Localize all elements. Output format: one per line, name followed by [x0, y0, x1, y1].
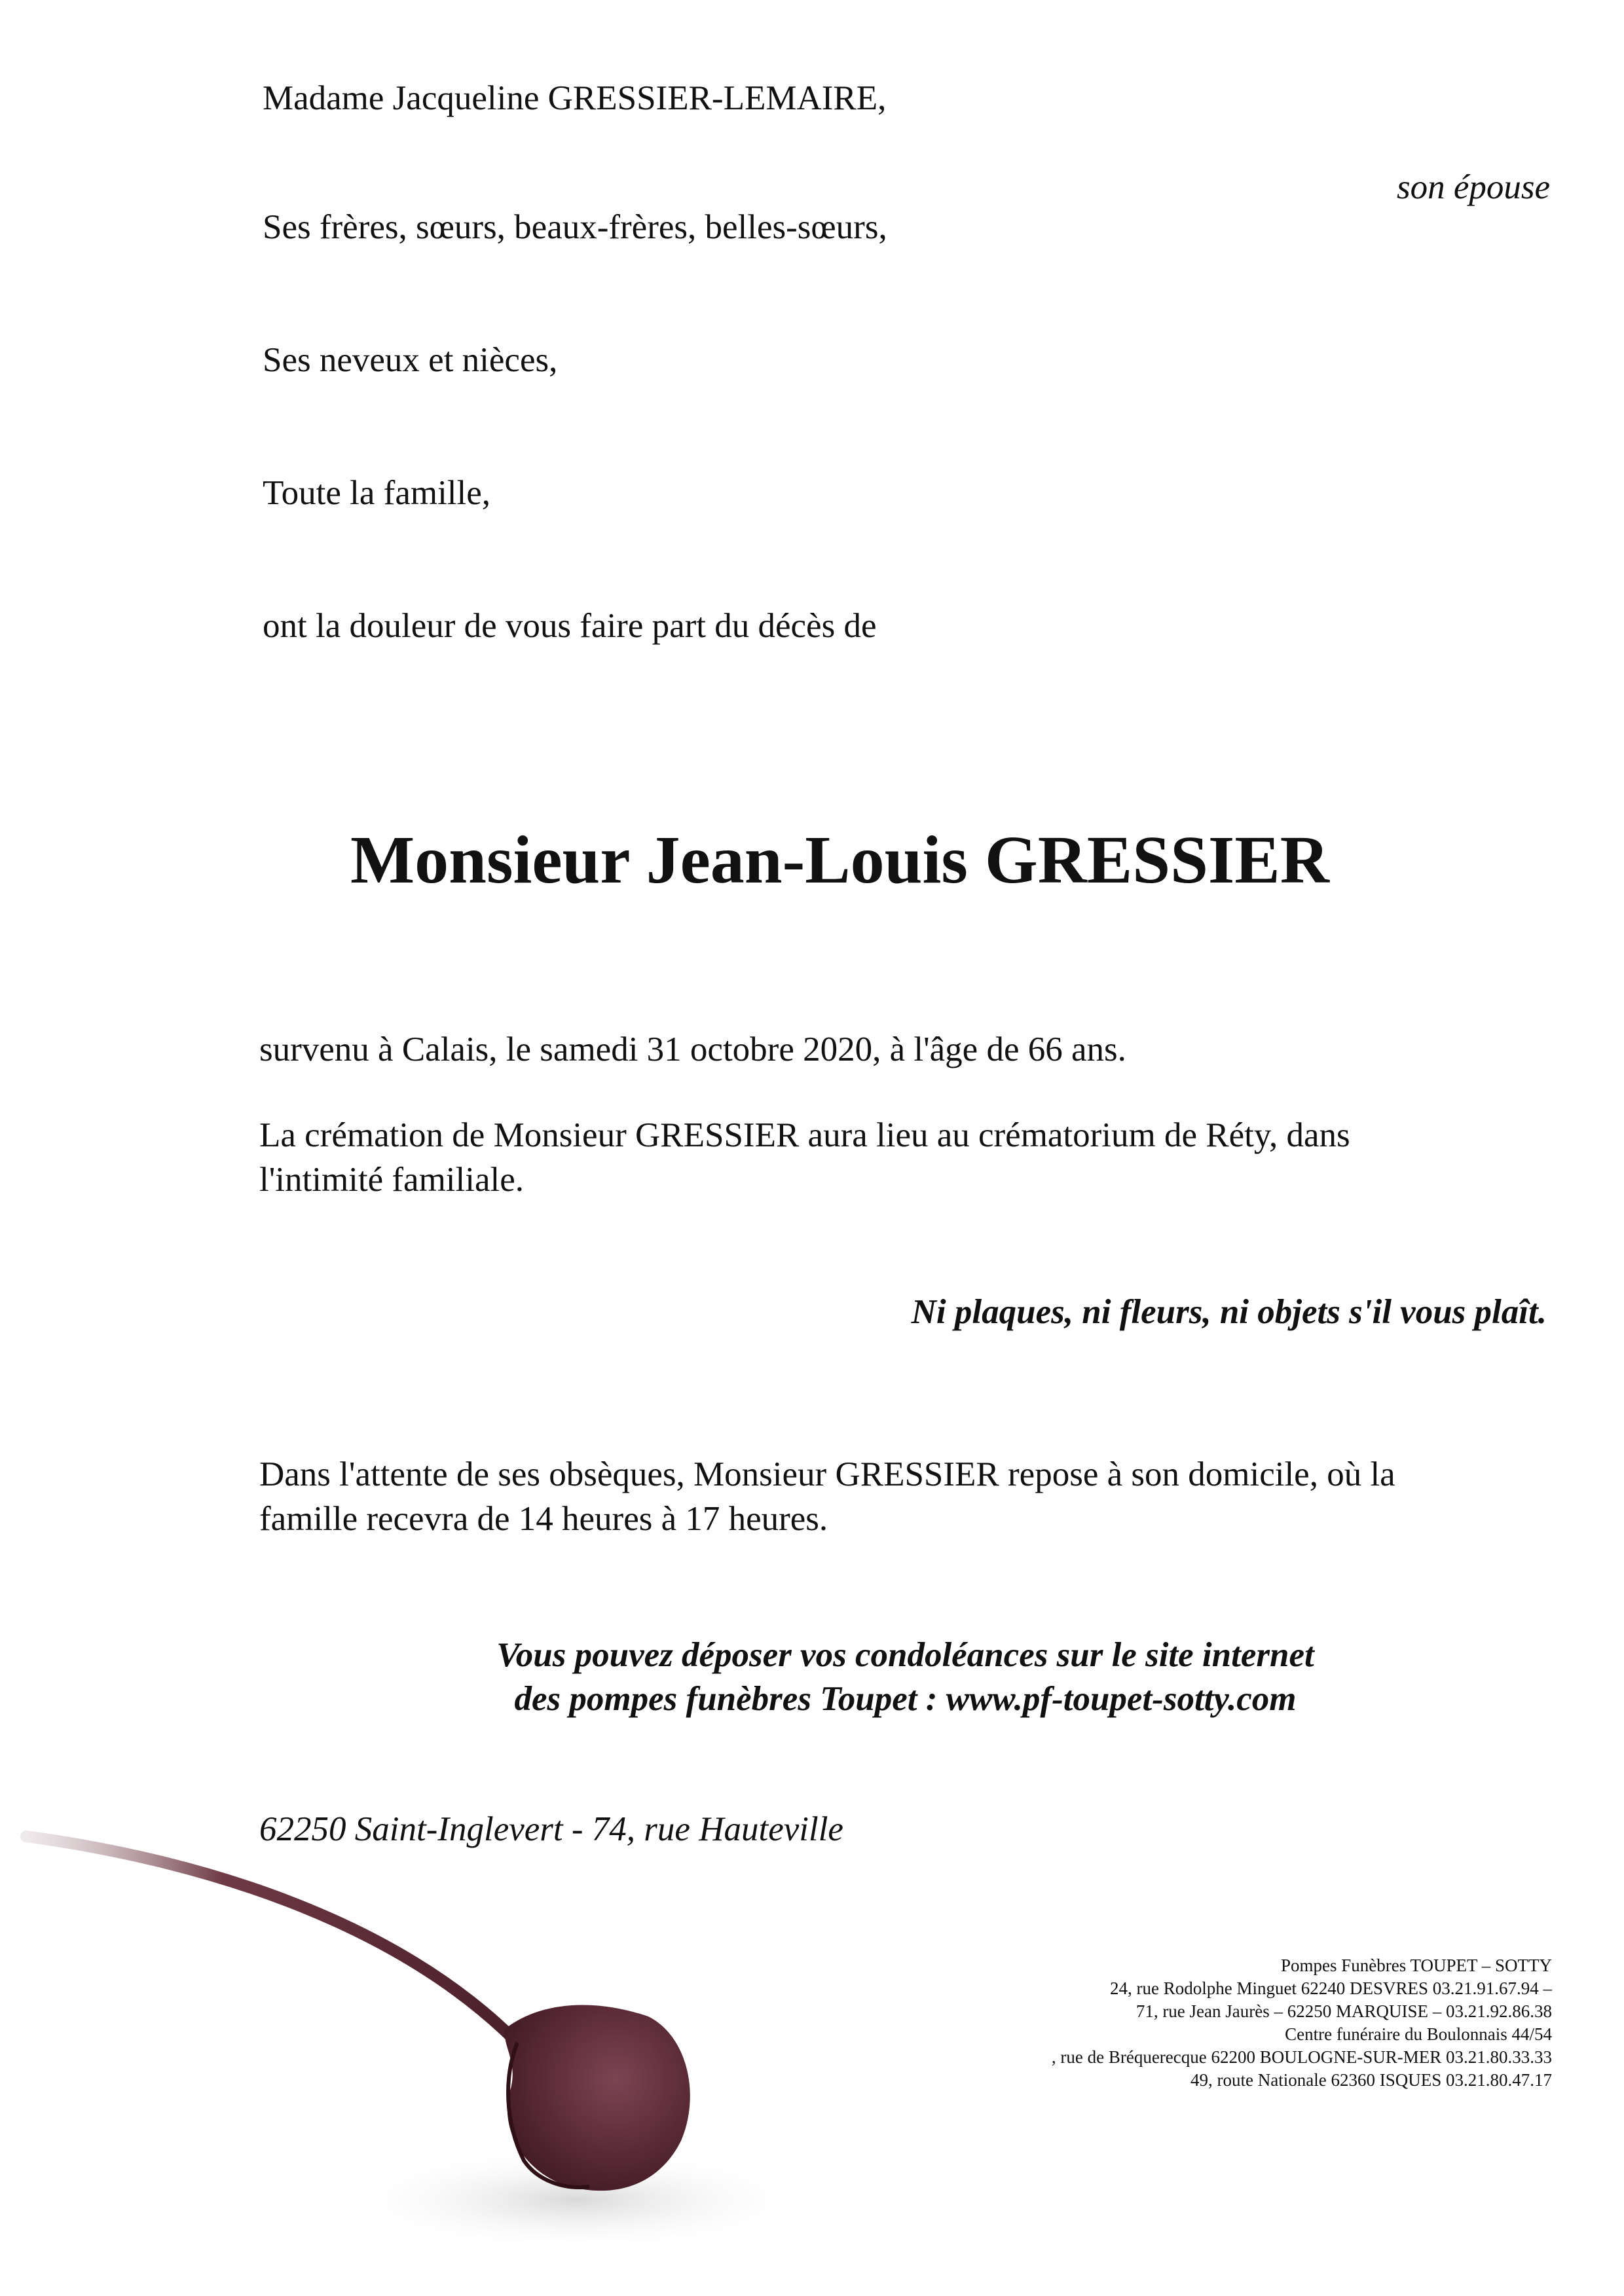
spouse-role: son épouse [1396, 168, 1550, 206]
nephews-line: Ses neveux et nièces, [263, 341, 558, 379]
no-flowers-note: Ni plaques, ni fleurs, ni objets s'il vous plaît. [911, 1293, 1547, 1331]
death-details: survenu à Calais, le samedi 31 octobre 2020, à l'âge de 66 ans. [259, 1030, 1126, 1068]
footer-line: 24, rue Rodolphe Minguet 62240 DESVRES 03.21.91.67.94 – [1110, 1978, 1552, 1998]
footer-line: 49, route Nationale 62360 ISQUES 03.21.80.47.17 [1190, 2070, 1552, 2090]
cremation-line-2: l'intimité familiale. [259, 1161, 524, 1199]
condolences-line-2: des pompes funèbres Toupet : www.pf-toupet-sotty.com [514, 1680, 1297, 1718]
footer-line: 71, rue Jean Jaurès – 62250 MARQUISE – 03.21.92.86.38 [1135, 2001, 1552, 2021]
rest-line-2: famille recevra de 14 heures à 17 heures. [259, 1500, 828, 1538]
home-address: 62250 Saint-Inglevert - 74, rue Hauteville [259, 1810, 843, 1848]
family-line: Toute la famille, [263, 474, 491, 512]
footer-line: Pompes Funèbres TOUPET – SOTTY [1280, 1956, 1552, 1975]
rest-line-1: Dans l'attente de ses obsèques, Monsieur GRESSIER repose à son domicile, où la [259, 1455, 1395, 1493]
cremation-line-1: La crémation de Monsieur GRESSIER aura lieu au crématorium de Réty, dans [259, 1116, 1350, 1154]
footer-line: , rue de Bréquerecque 62200 BOULOGNE-SUR-MER 03.21.80.33.33 [1051, 2047, 1552, 2067]
condolences-line-1: Vous pouvez déposer vos condoléances sur le site internet [496, 1636, 1314, 1674]
footer-line: Centre funéraire du Boulonnais 44/54 [1285, 2024, 1552, 2044]
funeral-home-footer [1052, 1954, 1552, 2092]
announcement-line: ont la douleur de vous faire part du décès de [263, 607, 877, 645]
deceased-name: Monsieur Jean-Louis GRESSIER [350, 822, 1329, 898]
siblings-line: Ses frères, sœurs, beaux-frères, belles-sœurs, [263, 208, 887, 246]
spouse-name: Madame Jacqueline GRESSIER-LEMAIRE, [263, 79, 887, 117]
